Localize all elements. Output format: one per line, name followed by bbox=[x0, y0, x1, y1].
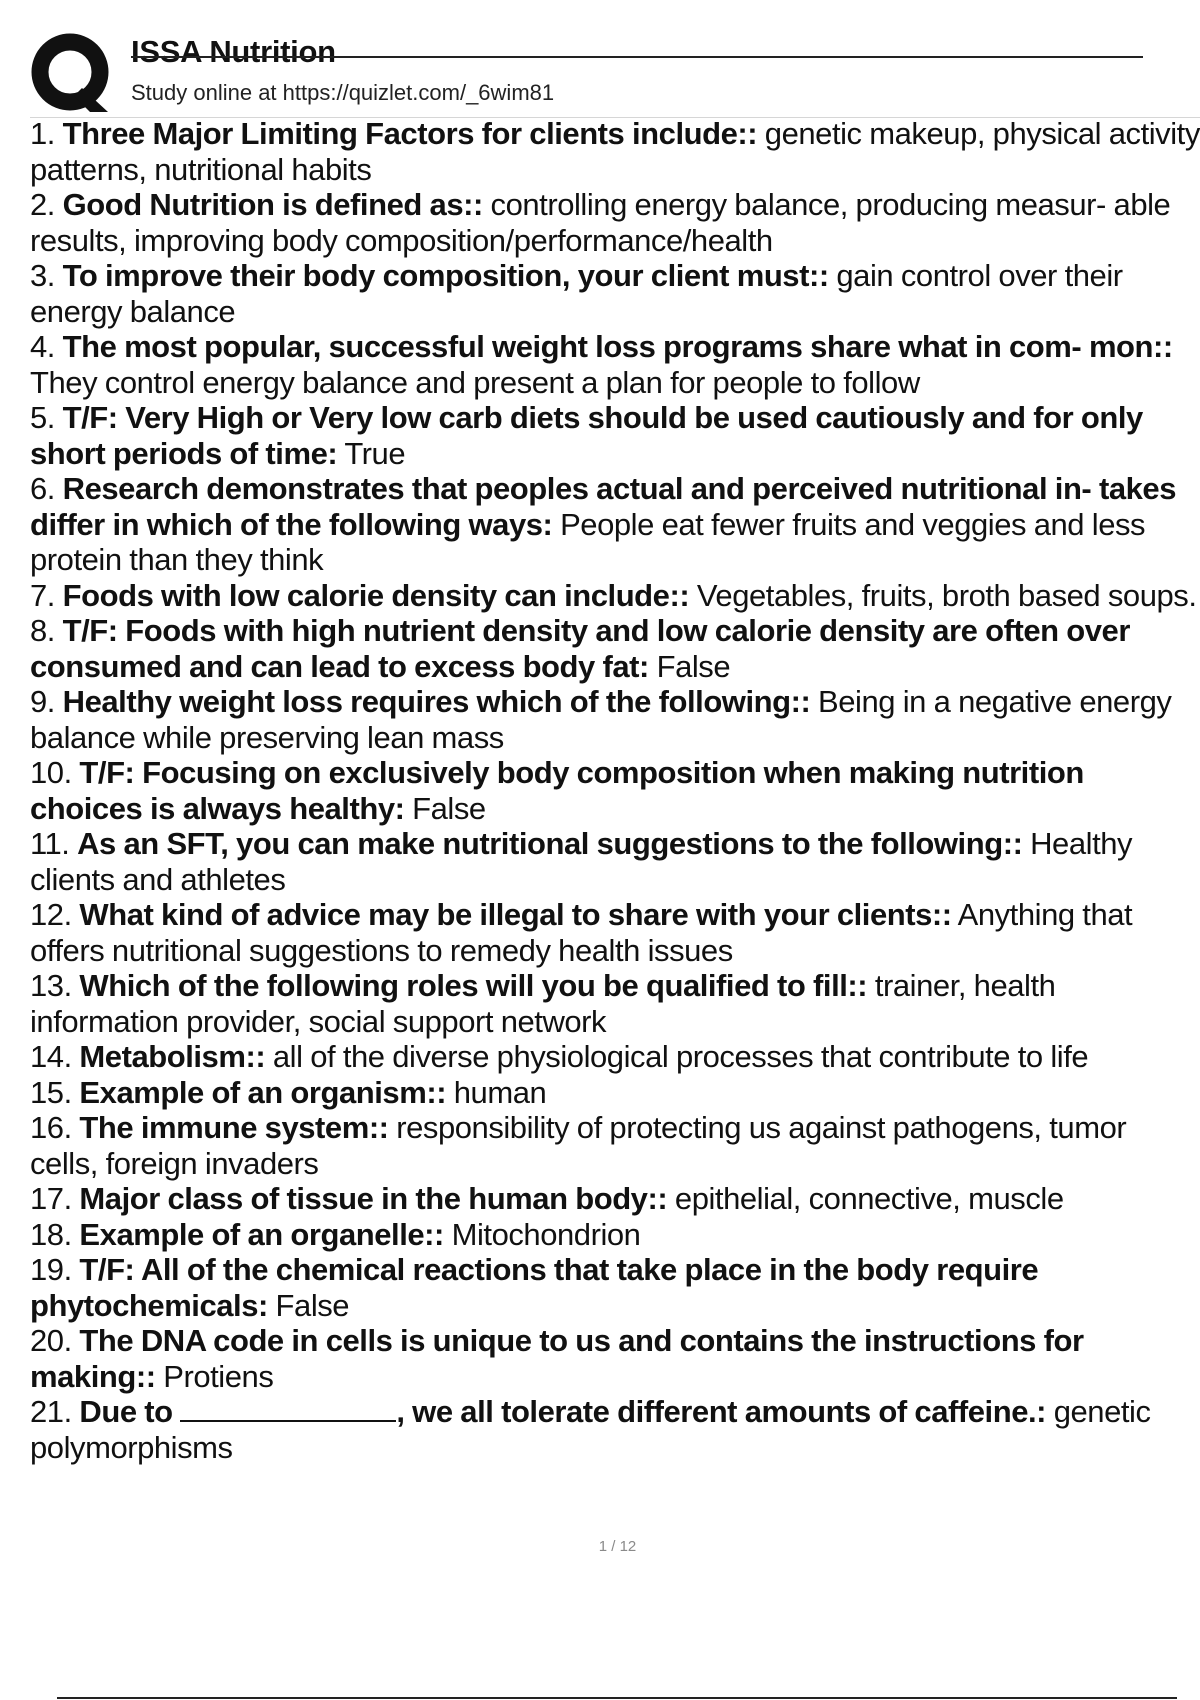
qa-item bbox=[30, 471, 1200, 578]
question-text: Metabolism:: bbox=[79, 1039, 266, 1074]
answer-text: They control energy balance and present a plan for people to follow bbox=[30, 364, 920, 400]
question-text: Healthy weight loss requires which of the following:: bbox=[62, 684, 811, 719]
item-number: 5. bbox=[30, 400, 55, 435]
answer-text: Vegetables, fruits, broth based soups. bbox=[696, 577, 1197, 613]
qa-item bbox=[30, 968, 1200, 1039]
question-text: What kind of advice may be illegal to share with your clients:: bbox=[79, 897, 952, 932]
answer-text: True bbox=[344, 435, 406, 471]
answer-text: People eat fewer fruits and veggies and less protein than they think bbox=[30, 506, 1146, 577]
document-title: ISSA Nutrition bbox=[131, 34, 336, 69]
item-number: 6. bbox=[30, 471, 55, 506]
item-number: 3. bbox=[30, 258, 55, 293]
fill-in-blank bbox=[180, 1394, 396, 1422]
question-text: The immune system:: bbox=[79, 1110, 389, 1145]
answer-text: epithelial, connective, muscle bbox=[674, 1181, 1064, 1216]
qa-item bbox=[30, 613, 1200, 684]
qa-item bbox=[30, 329, 1200, 400]
item-number: 1. bbox=[30, 116, 55, 151]
item-number: 17. bbox=[30, 1181, 72, 1216]
item-number: 20. bbox=[30, 1323, 72, 1358]
qa-item bbox=[30, 1075, 1200, 1111]
answer-text: trainer, health information provider, social support network bbox=[30, 968, 1056, 1039]
qa-item bbox=[30, 1110, 1200, 1181]
item-number: 7. bbox=[30, 577, 55, 613]
item-number: 15. bbox=[30, 1074, 72, 1110]
question-text: Which of the following roles will you be qualified to fill:: bbox=[79, 968, 868, 1003]
question-text: Example of an organism:: bbox=[79, 1074, 447, 1110]
study-online-link[interactable]: Study online at https://quizlet.com/_6wim81 bbox=[131, 80, 555, 105]
item-number: 10. bbox=[30, 755, 72, 790]
item-number: 18. bbox=[30, 1216, 72, 1252]
qa-item bbox=[30, 1252, 1200, 1323]
qa-item bbox=[30, 684, 1200, 755]
question-text-before-blank: Due to bbox=[79, 1394, 173, 1429]
question-text: T/F: All of the chemical reactions that take place in the body require phytochemicals: bbox=[30, 1252, 1039, 1323]
qa-item bbox=[30, 187, 1200, 258]
answer-text: Mitochondrion bbox=[451, 1216, 641, 1252]
title-rule bbox=[131, 56, 1143, 58]
answer-text: Anything that offers nutritional suggestions to remedy health issues bbox=[30, 897, 1133, 968]
question-text-after-blank: , we all tolerate different amounts of caffeine.: bbox=[396, 1394, 1047, 1429]
answer-text: human bbox=[453, 1074, 547, 1110]
question-text: T/F: Focusing on exclusively body composition when making nutrition choices is always healthy: bbox=[30, 755, 1084, 826]
item-number: 16. bbox=[30, 1110, 72, 1145]
answer-text: False bbox=[656, 648, 731, 684]
question-text: Example of an organelle:: bbox=[79, 1216, 444, 1252]
question-answer-list bbox=[30, 116, 1200, 1465]
qa-item bbox=[30, 1394, 1200, 1465]
item-number: 2. bbox=[30, 187, 55, 222]
question-text: Three Major Limiting Factors for clients include:: bbox=[62, 116, 758, 151]
qa-item bbox=[30, 258, 1200, 329]
item-number: 12. bbox=[30, 897, 72, 932]
answer-text: Healthy clients and athletes bbox=[30, 826, 1133, 897]
question-text: T/F: Foods with high nutrient density and low calorie density are often over consumed and can lead to excess body fat: bbox=[30, 613, 1130, 684]
question-text: To improve their body composition, your client must:: bbox=[62, 258, 829, 293]
qa-item bbox=[30, 755, 1200, 826]
answer-text: False bbox=[275, 1287, 350, 1323]
answer-text: Being in a negative energy balance while preserving lean mass bbox=[30, 684, 1172, 755]
question-text: The most popular, successful weight loss programs share what in com- mon:: bbox=[62, 329, 1173, 364]
question-text: Foods with low calorie density can include:: bbox=[62, 577, 690, 613]
document-header bbox=[0, 0, 1200, 120]
item-number: 14. bbox=[30, 1039, 72, 1074]
item-number: 8. bbox=[30, 613, 55, 648]
item-number: 13. bbox=[30, 968, 72, 1003]
qa-item bbox=[30, 1217, 1200, 1253]
qa-item bbox=[30, 897, 1200, 968]
qa-item bbox=[30, 1323, 1200, 1394]
qa-item bbox=[30, 400, 1200, 471]
answer-text: responsibility of protecting us against pathogens, tumor cells, foreign invaders bbox=[30, 1110, 1127, 1181]
answer-text: genetic makeup, physical activity patterns, nutritional habits bbox=[30, 116, 1200, 187]
question-text: As an SFT, you can make nutritional suggestions to the following:: bbox=[77, 826, 1023, 861]
question-text: Good Nutrition is defined as:: bbox=[62, 187, 483, 222]
item-number: 21. bbox=[30, 1394, 72, 1429]
page-number: 1 / 12 bbox=[598, 1538, 637, 1555]
qa-item bbox=[30, 578, 1200, 614]
item-number: 19. bbox=[30, 1252, 72, 1287]
question-text: Major class of tissue in the human body:: bbox=[79, 1181, 668, 1216]
answer-text: all of the diverse physiological processes that contribute to life bbox=[272, 1039, 1089, 1074]
answer-text: controlling energy balance, producing measur- able results, improving body composition/performance/health bbox=[30, 187, 1171, 258]
qa-item bbox=[30, 1181, 1200, 1217]
qa-item bbox=[30, 826, 1200, 897]
question-text: Research demonstrates that peoples actual and perceived nutritional in- takes differ in which of the following ways: bbox=[30, 471, 1177, 542]
question-text bbox=[79, 1394, 1046, 1429]
qa-item bbox=[30, 1039, 1200, 1075]
item-number: 9. bbox=[30, 684, 55, 719]
question-text: T/F: Very High or Very low carb diets should be used cautiously and for only short periods of time: bbox=[30, 400, 1143, 471]
item-number: 11. bbox=[30, 826, 70, 861]
answer-text: Protiens bbox=[163, 1358, 274, 1394]
answer-text: genetic polymorphisms bbox=[30, 1394, 1151, 1465]
qa-item bbox=[30, 116, 1200, 187]
quizlet-logo-icon bbox=[30, 32, 116, 112]
footer-rule bbox=[57, 1697, 1177, 1699]
answer-text: gain control over their energy balance bbox=[30, 258, 1123, 329]
item-number: 4. bbox=[30, 329, 55, 364]
question-text: The DNA code in cells is unique to us and contains the instructions for making:: bbox=[30, 1323, 1084, 1394]
answer-text: False bbox=[412, 790, 486, 826]
